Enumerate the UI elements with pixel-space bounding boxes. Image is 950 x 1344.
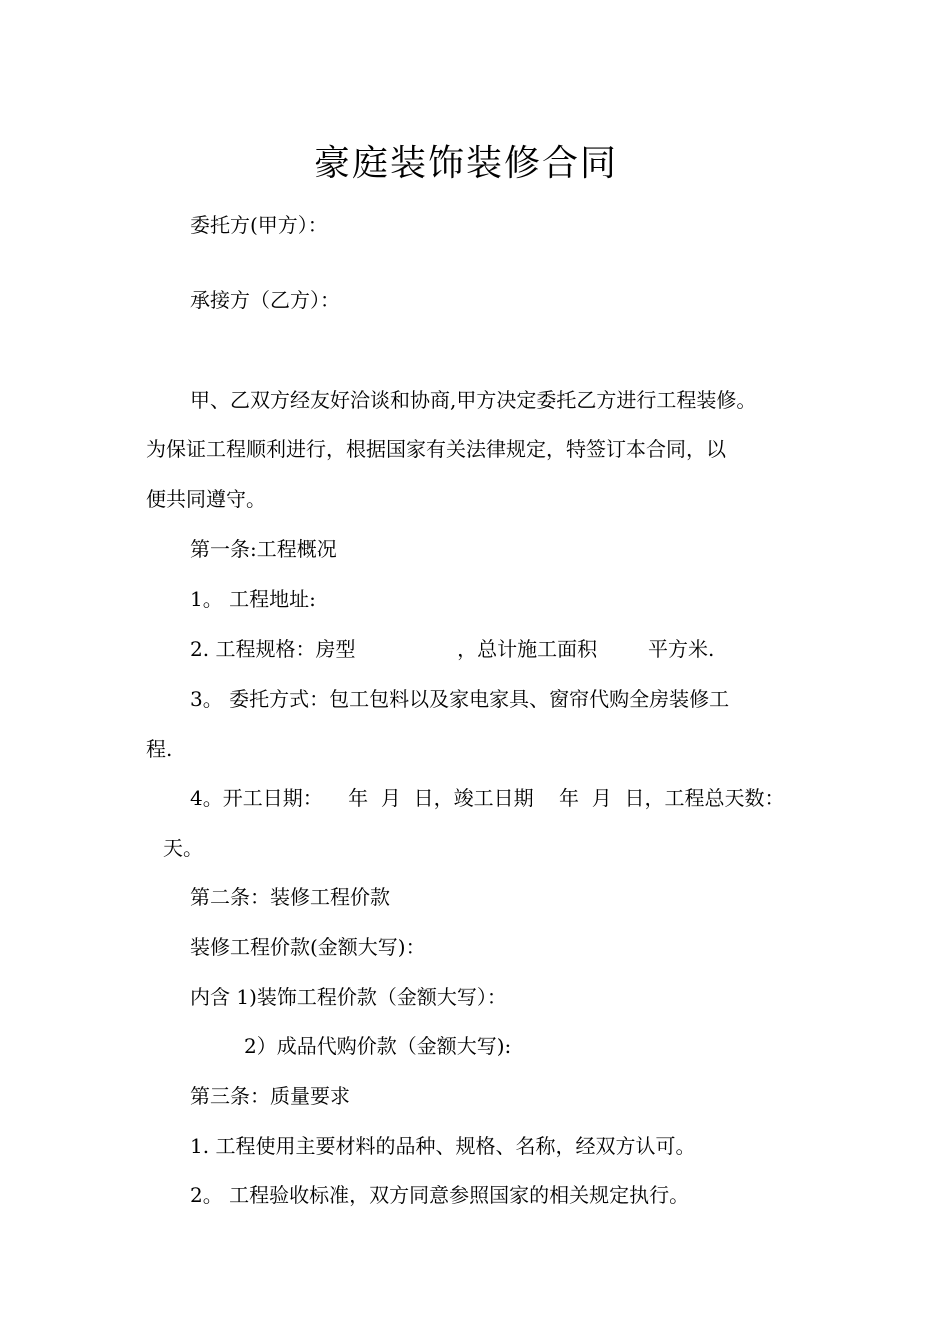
article-1-heading: 第一条:工程概况 bbox=[190, 537, 337, 561]
document-title: 豪庭装饰装修合同 bbox=[314, 143, 619, 184]
intro-line-1: 甲、乙双方经友好洽谈和协商,甲方决定委托乙方进行工程装修。 bbox=[190, 388, 757, 412]
article-1-item-3-cont: 程. bbox=[146, 737, 173, 761]
article-1-item-3: 3。 委托方式：包工包料以及家电家具、窗帘代购全房装修工 bbox=[190, 687, 730, 711]
article-2-sub-2: 2）成品代购价款（金额大写): bbox=[244, 1034, 512, 1058]
intro-line-3: 便共同遵守。 bbox=[146, 487, 266, 511]
article-2-heading: 第二条：装修工程价款 bbox=[190, 885, 390, 909]
party-a-label: 委托方(甲方）： bbox=[190, 213, 328, 237]
article-2-sub-1: 内含 1)装饰工程价款（金额大写）： bbox=[190, 985, 507, 1009]
article-1-item-4-cont: 天。 bbox=[163, 836, 203, 860]
article-3-item-1: 1. 工程使用主要材料的品种、规格、名称，经双方认可。 bbox=[190, 1134, 696, 1158]
article-3-heading: 第三条：质量要求 bbox=[190, 1084, 350, 1108]
article-2-total: 装修工程价款(金额大写)： bbox=[190, 935, 426, 959]
article-1-item-4: 4。开工日期： 年 月 日，竣工日期 年 月 日，工程总天数： bbox=[190, 786, 785, 810]
party-b-label: 承接方（乙方）： bbox=[190, 288, 340, 312]
intro-line-2: 为保证工程顺利进行，根据国家有关法律规定，特签订本合同，以 bbox=[146, 437, 726, 461]
article-1-item-1: 1。 工程地址: bbox=[190, 587, 316, 611]
article-1-item-2: 2. 工程规格：房型 ，总计施工面积 平方米. bbox=[190, 637, 715, 661]
article-3-item-2: 2。 工程验收标准，双方同意参照国家的相关规定执行。 bbox=[190, 1183, 690, 1207]
